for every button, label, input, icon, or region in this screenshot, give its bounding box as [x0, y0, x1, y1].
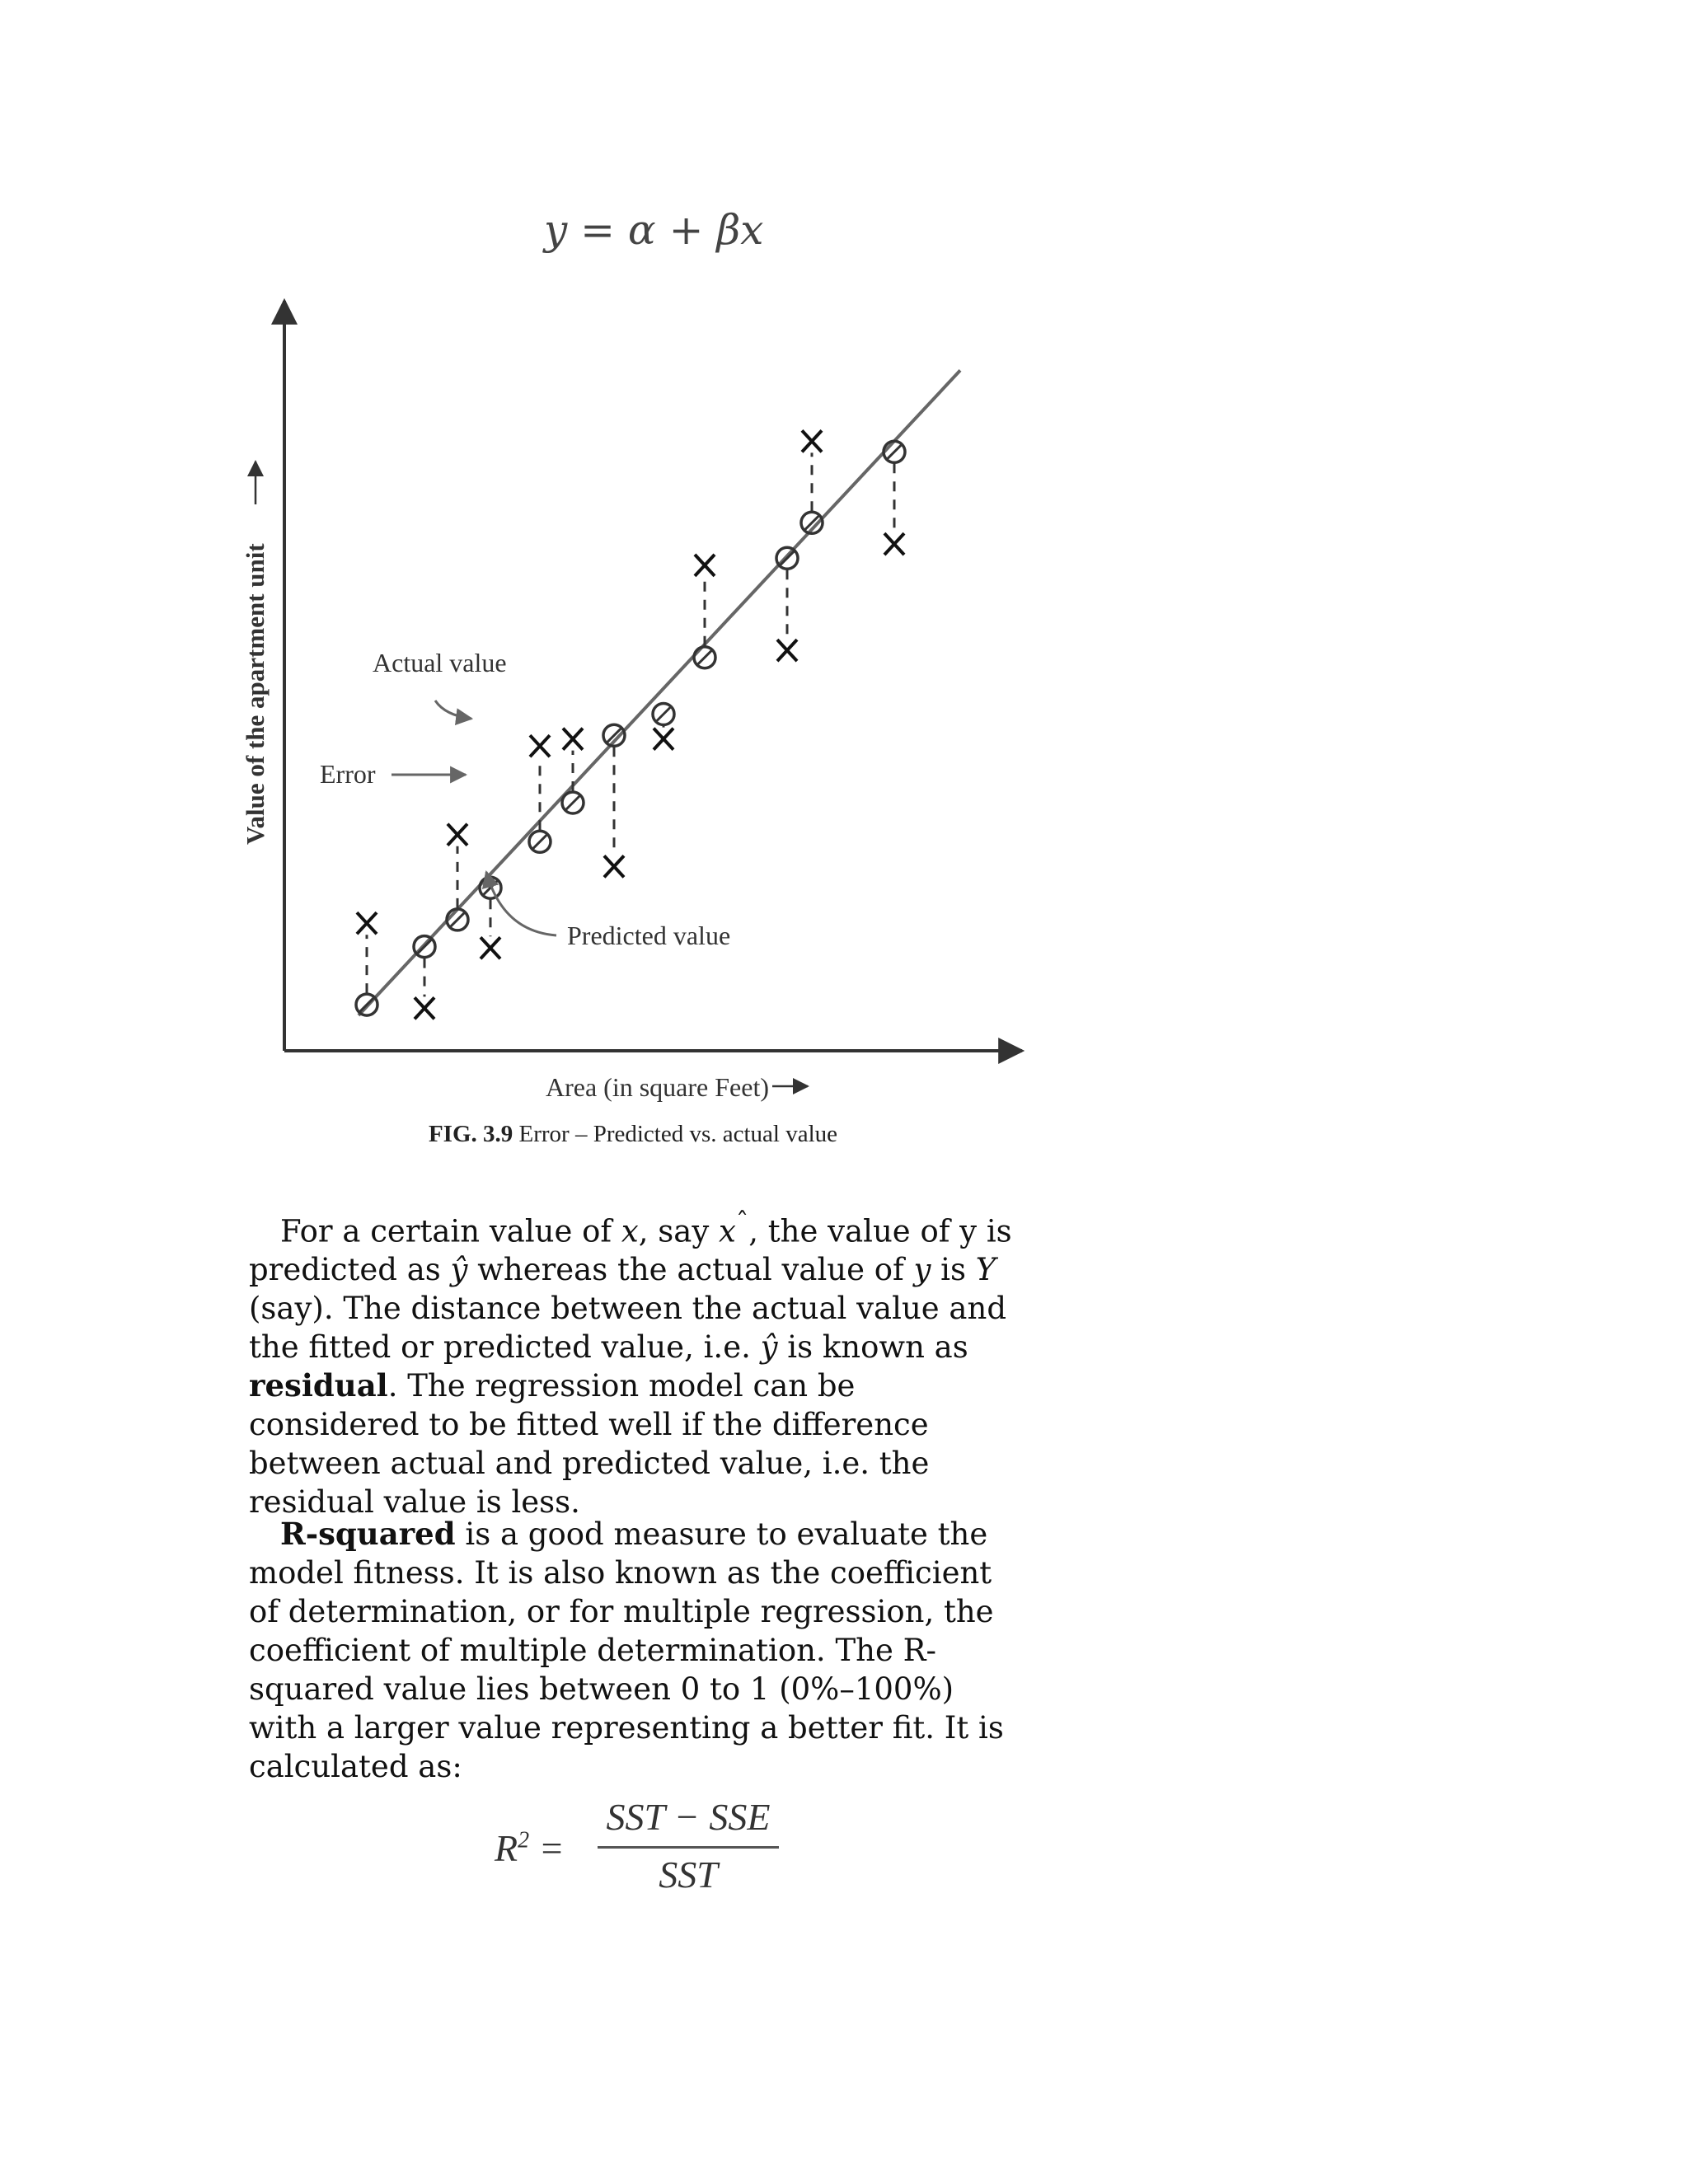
p1-var-yhat-2: ŷ: [760, 1329, 778, 1366]
error-label: Error: [320, 759, 376, 789]
actual-point: [884, 533, 904, 555]
x-axis-label: Area (in square Feet): [546, 1072, 769, 1102]
actual-point: [695, 555, 715, 576]
formula-equals: =: [529, 1827, 565, 1869]
predicted-point: [529, 831, 551, 852]
fit-line: [359, 370, 960, 1015]
figure-equation: y = α + βx: [544, 206, 764, 254]
p1-text-8: . The regression model can be considered to be fitted well if the difference between actual and predicted value, i.e. the residual value is less.: [249, 1368, 930, 1521]
predicted-point: [562, 792, 584, 813]
y-axis-label: Value of the apartment unit: [241, 543, 270, 845]
p1-text-1: For a certain value of: [280, 1213, 621, 1249]
actual-point: [530, 735, 550, 757]
formula-lhs: [495, 1826, 565, 1870]
actual-point: [802, 430, 822, 452]
actual-point: [563, 729, 583, 750]
p1-text-6: (say). The distance between the actual value and the fitted or predicted value, i.e.: [249, 1291, 1007, 1366]
term-r-squared: R-squared: [280, 1516, 456, 1552]
actual-point: [604, 855, 624, 877]
formula-numerator: SST − SSE: [606, 1796, 771, 1838]
actual-point: [415, 997, 434, 1019]
p2-text: is a good measure to evaluate the model fitness. It is also known as the coefficient of determination, or for multiple regression, the coefficient of multiple determination. The R-squared value lies between 0 to 1 (0%–100%) with a larger value representing a better fit. It is calculated as:: [249, 1516, 1004, 1784]
actual-point: [481, 937, 500, 958]
p1-hat: ˆ: [735, 1207, 749, 1237]
paragraph-residual: [249, 1203, 1024, 1521]
term-residual: residual: [249, 1367, 388, 1404]
formula-fraction-bar: [598, 1846, 779, 1849]
figure-caption-text: Error – Predicted vs. actual value: [518, 1121, 838, 1147]
p1-text-3: , the value of y is predicted as: [249, 1213, 1012, 1288]
p1-var-yhat: ŷ: [450, 1252, 468, 1288]
actual-point: [777, 640, 797, 661]
actual-point: [357, 912, 377, 934]
paragraph-r-squared: [249, 1515, 1024, 1786]
p1-var-xhat: x: [718, 1213, 736, 1249]
formula-r: R: [495, 1827, 518, 1869]
actual-point: [654, 729, 673, 750]
actual-value-arrow: [435, 701, 471, 719]
formula-denominator: SST: [659, 1854, 718, 1896]
predicted-point: [694, 647, 715, 668]
figure-caption-label: FIG. 3.9: [428, 1121, 513, 1147]
p1-text-5: is: [931, 1252, 976, 1288]
p1-text-2: , say: [638, 1213, 719, 1249]
figure-caption: [0, 1121, 1266, 1148]
predicted-value-label: Predicted value: [567, 921, 731, 950]
actual-point: [448, 824, 467, 846]
predicted-point: [414, 936, 435, 958]
formula-exponent: 2: [518, 1827, 530, 1854]
predicted-point: [884, 441, 905, 462]
p1-var-y: y: [913, 1252, 931, 1288]
p1-text-7: is known as: [777, 1329, 968, 1366]
p1-var-Y: Y: [975, 1252, 996, 1288]
predicted-point: [356, 994, 377, 1015]
predicted-point: [776, 547, 798, 569]
predicted-point: [653, 704, 674, 725]
actual-value-label: Actual value: [373, 648, 507, 677]
p1-var-x: x: [621, 1213, 639, 1249]
p1-text-4: whereas the actual value of: [467, 1252, 914, 1288]
